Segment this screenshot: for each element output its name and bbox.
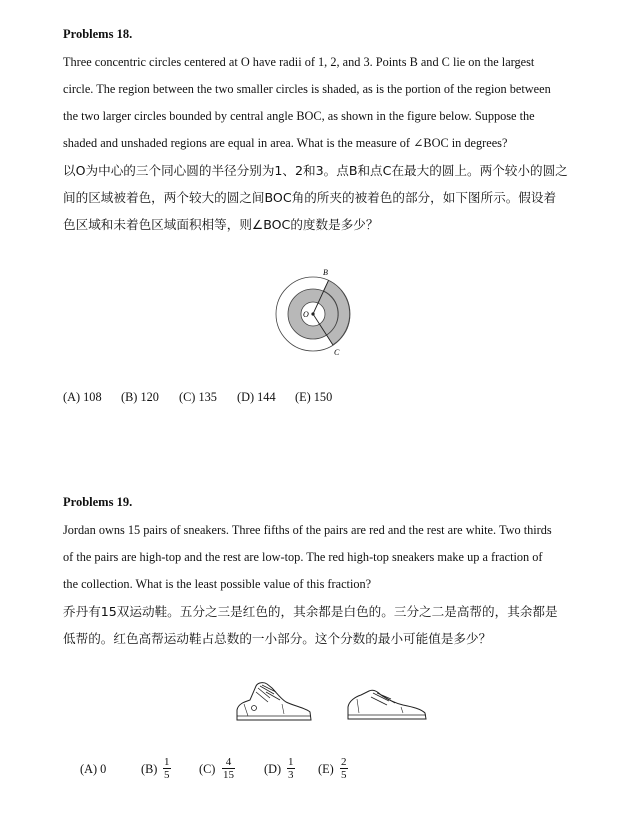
numerator: 1: [164, 756, 170, 768]
low-top-sneaker-icon: [345, 683, 429, 723]
p18-en-line: shaded and unshaded regions are equal in area. What is the measure of ∠BOC in degrees?: [63, 136, 508, 150]
p19-cn-line: 低帮的。红色高帮运动鞋占总数的一小部分。这个分数的最小可能值是多少？: [63, 631, 492, 646]
denominator: 3: [288, 769, 294, 781]
p18-en-line: the two larger circles bounded by central angle BOC, as shown in the figure below. Suppose the: [63, 109, 535, 123]
p19-cn-line: 乔丹有15双运动鞋。五分之三是红色的，其余都是白色的。三分之二是高帮的，其余都是: [63, 604, 558, 619]
problem-18-heading: Problems 18.: [63, 27, 133, 41]
p18-en-line: Three concentric circles centered at O have radii of 1, 2, and 3. Points B and C lie on the largest: [63, 55, 535, 69]
label-o: O: [303, 310, 309, 319]
choice-c: (C) 135: [179, 390, 217, 404]
numerator: 4: [225, 756, 232, 768]
choice-d: (D): [264, 762, 282, 776]
concentric-circles-figure: [268, 262, 363, 362]
choice-e: (E) 150: [295, 390, 333, 404]
denominator: 5: [341, 769, 347, 781]
problem-19-heading: Problems 19.: [63, 495, 133, 509]
problem-18-choices: [0, 390, 639, 410]
p18-cn-line: 色区域和未着色区域面积相等，则∠BOC的度数是多少？: [63, 217, 379, 232]
choice-e: (E): [318, 762, 334, 776]
choice-c-fraction: [222, 756, 235, 781]
p19-en-line: of the pairs are high-top and the rest are low-top. The red high-top sneakers make up a fraction of: [63, 550, 543, 564]
p19-en-line: Jordan owns 15 pairs of sneakers. Three fifths of the pairs are red and the rest are white. Two thirds: [63, 523, 552, 537]
numerator: 2: [341, 756, 347, 768]
choice-a: (A) 0: [80, 762, 107, 776]
choice-d-fraction: [287, 756, 295, 781]
choice-c: (C): [199, 762, 216, 776]
problem-19-choices: [0, 752, 639, 792]
numerator: 1: [288, 756, 294, 768]
choice-e-fraction: [340, 756, 348, 781]
label-b: B: [323, 268, 328, 277]
high-top-sneaker-icon: [234, 680, 314, 725]
p18-en-line: circle. The region between the two smaller circles is shaded, as is the portion of the region between: [63, 82, 551, 96]
p18-cn-line: 间的区域被着色，两个较大的圆之间BOC角的所夹的被着色的部分，如下图所示。假设着: [63, 190, 557, 205]
choice-d: (D) 144: [237, 390, 276, 404]
label-c: C: [334, 348, 340, 357]
p18-cn-line: 以O为中心的三个同心圆的半径分别为1、2和3。点B和点C在最大的圆上。两个较小的圆之: [63, 163, 568, 178]
choice-a: (A) 108: [63, 390, 102, 404]
p19-en-line: the collection. What is the least possible value of this fraction?: [63, 577, 372, 591]
choice-b-fraction: [163, 756, 171, 781]
denominator: 15: [223, 769, 234, 781]
denominator: 5: [164, 769, 170, 781]
choice-b: (B) 120: [121, 390, 159, 404]
center-point: [311, 312, 314, 315]
choice-b: (B): [141, 762, 158, 776]
